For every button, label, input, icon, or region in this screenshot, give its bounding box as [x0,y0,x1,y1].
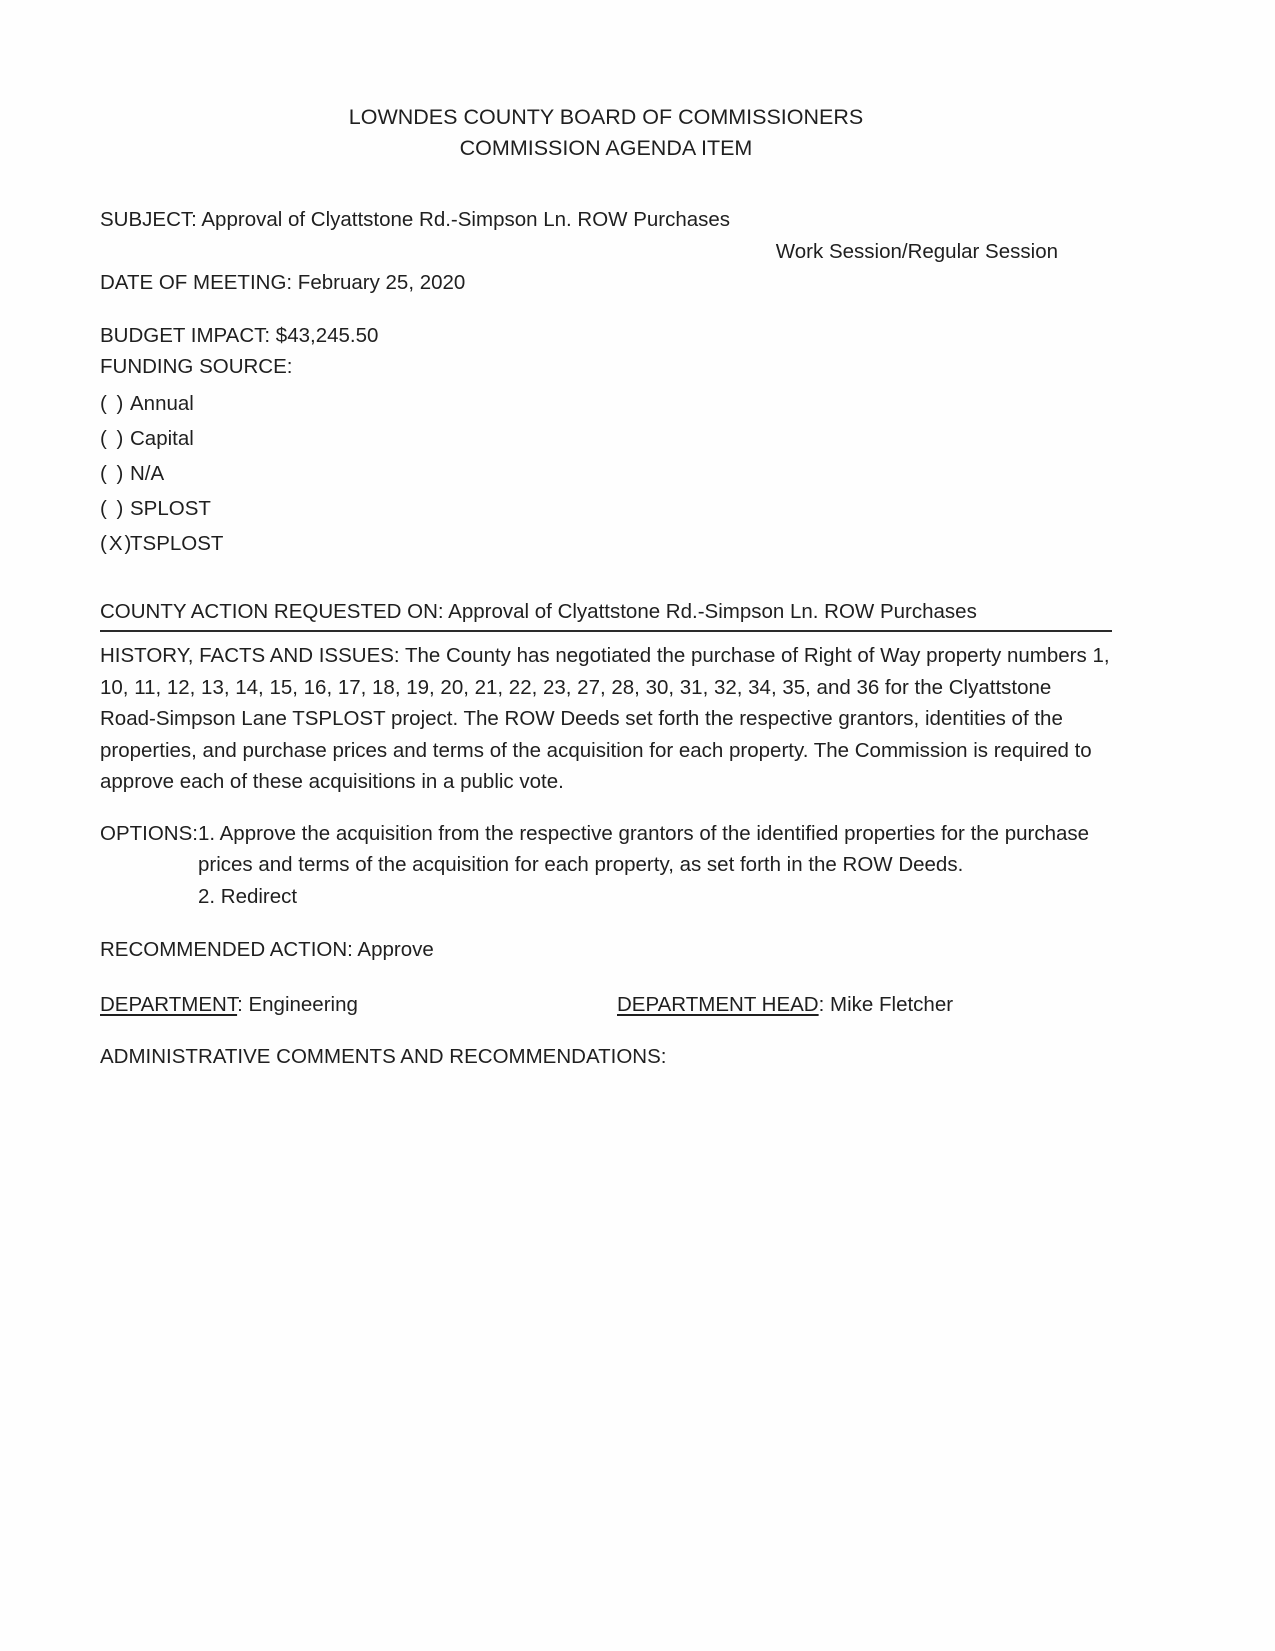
checkbox-na: ( ) [100,461,126,485]
options-body [198,818,1112,913]
subject-line: SUBJECT: Approval of Clyattstone Rd.-Simpson Ln. ROW Purchases [100,208,731,231]
department-row [100,989,1112,1021]
document-type-title: COMMISSION AGENDA ITEM [459,136,753,160]
org-title: LOWNDES COUNTY BOARD OF COMMISSIONERS [348,105,864,129]
department-label: DEPARTMENT [100,992,238,1016]
checkbox-annual: ( ) [100,391,126,415]
funding-option-label: TSPLOST [130,531,224,555]
options-label: OPTIONS: [100,821,198,845]
department-field [100,989,617,1021]
budget-impact-line: BUDGET IMPACT: $43,245.50 [100,323,379,347]
history-facts-issues-paragraph: HISTORY, FACTS AND ISSUES: The County has negotiated the purchase of Right of Way property numbers 1, 10, 11, 12, 13, 14, 15, 16, 17, 18, 19, 20, 21, 22, 23, 27, 28, 30, 31, 32, 34, 35, and 36 for the Clyattstone Road-Simpson Lane TSPLOST project. The ROW Deeds set forth the respective grantors, identities of the properties, and purchase prices and terms of the acquisition for each property. The Commission is required to approve each of these acquisitions in a public vote. [100,644,1110,793]
funding-options-list [100,387,1112,560]
option-1-text: 1. Approve the acquisition from the respective grantors of the identified properties for the purchase prices and terms of the acquisition for each property, as set forth in the ROW Deeds. [197,821,1090,876]
department-value: : Engineering [237,992,358,1016]
date-of-meeting-line: DATE OF MEETING: February 25, 2020 [100,271,466,294]
recommended-action-line: RECOMMENDED ACTION: Approve [100,938,434,961]
funding-option-label: Annual [130,391,194,415]
funding-option-label: SPLOST [130,496,211,520]
county-action-requested-line: COUNTY ACTION REQUESTED ON: Approval of Clyattstone Rd.-Simpson Ln. ROW Purchases [100,596,1112,633]
department-head-value: : Mike Fletcher [818,992,954,1016]
funding-option-tsplost [100,527,1112,560]
funding-option-annual [100,387,1112,420]
department-head-label: DEPARTMENT HEAD [617,992,819,1016]
options-section [100,818,1112,913]
checkbox-tsplost-checked: (X) [100,531,134,555]
option-2-text: 2. Redirect [197,884,298,908]
department-head-field [617,989,1112,1021]
checkbox-splost: ( ) [100,496,126,520]
administrative-comments-line: ADMINISTRATIVE COMMENTS AND RECOMMENDATIONS: [100,1045,667,1068]
funding-option-splost [100,492,1112,525]
checkbox-capital: ( ) [100,426,126,450]
session-note: Work Session/Regular Session [775,239,1058,263]
funding-option-label: Capital [130,426,194,450]
funding-option-na [100,457,1112,490]
funding-source-label: FUNDING SOURCE: [100,355,293,378]
funding-option-label: N/A [130,461,165,485]
document-header [100,102,1112,164]
funding-option-capital [100,422,1112,455]
